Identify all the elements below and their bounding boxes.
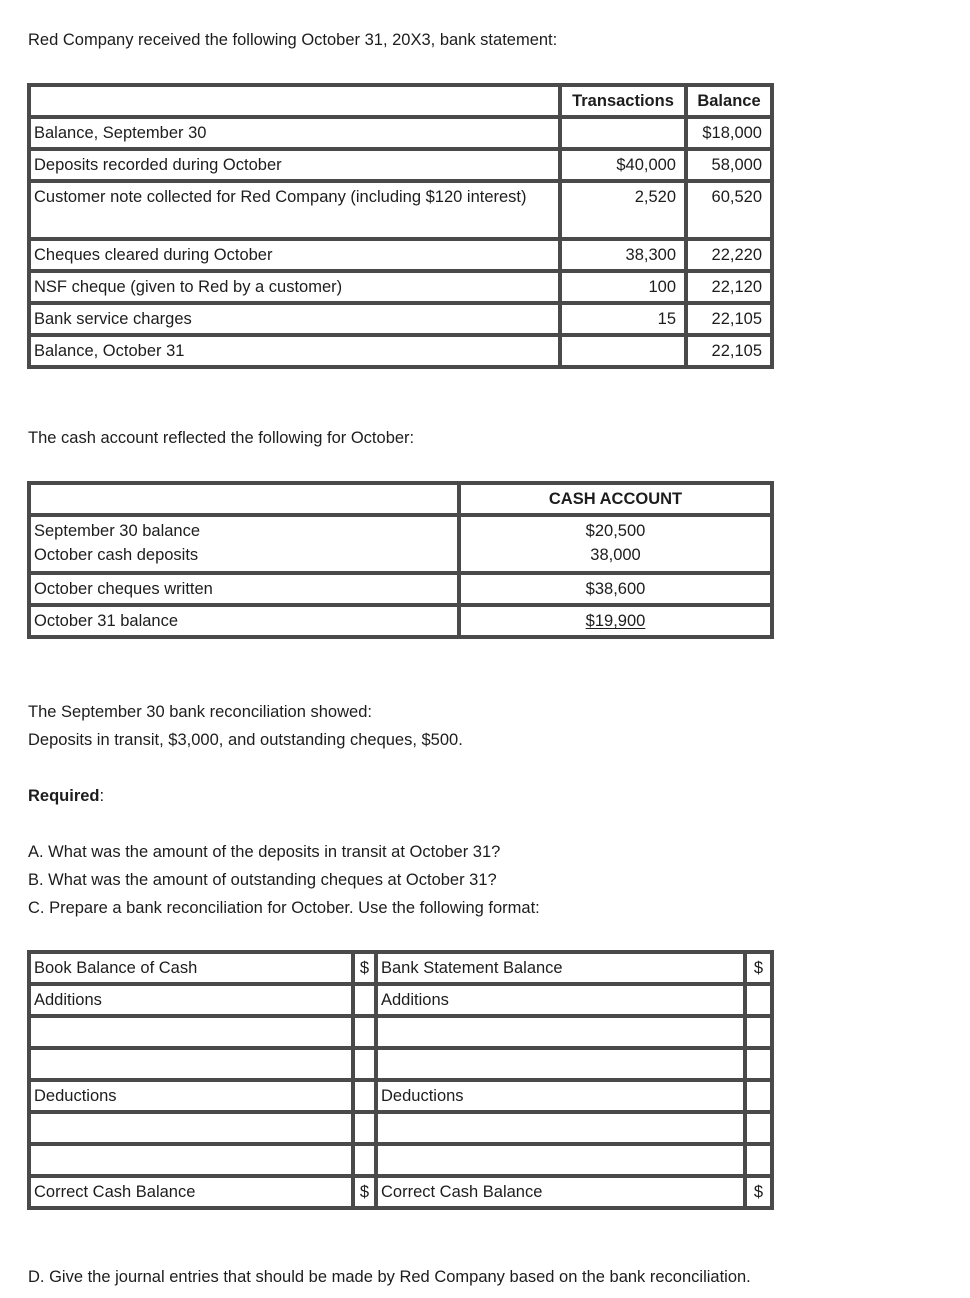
bank-side-currency-symbol xyxy=(745,1016,772,1048)
bank-side-currency-symbol: $ xyxy=(745,952,772,984)
table-row-header xyxy=(29,85,772,117)
bank-side-currency-symbol xyxy=(745,1048,772,1080)
row-value: $38,600 xyxy=(459,573,772,605)
row-transactions: 100 xyxy=(560,271,686,303)
row-description: October 31 balance xyxy=(29,605,459,637)
book-side-currency-symbol xyxy=(353,1016,376,1048)
row-transactions xyxy=(560,335,686,367)
cash-account-table xyxy=(27,481,774,639)
book-side-label[interactable]: Deductions xyxy=(29,1080,353,1112)
table-row xyxy=(29,239,772,271)
table-row xyxy=(29,117,772,149)
bank-side-currency-symbol xyxy=(745,1080,772,1112)
required-item-c: C. Prepare a bank reconciliation for October. Use the following format: xyxy=(28,899,540,917)
row-description-line1: September 30 balance xyxy=(34,522,201,540)
table-row-header xyxy=(29,483,772,515)
row-description: Bank service charges xyxy=(29,303,560,335)
row-transactions: $40,000 xyxy=(560,149,686,181)
table-row[interactable] xyxy=(29,1176,772,1208)
book-side-blank-cell[interactable] xyxy=(29,1112,353,1144)
book-side-currency-symbol xyxy=(353,1048,376,1080)
row-balance: 22,120 xyxy=(686,271,772,303)
bank-side-blank-cell[interactable] xyxy=(376,1144,745,1176)
row-value-total xyxy=(459,605,772,637)
table-row[interactable] xyxy=(29,984,772,1016)
bank-side-currency-symbol xyxy=(745,984,772,1016)
book-side-label[interactable]: Additions xyxy=(29,984,353,1016)
book-side-label[interactable]: Book Balance of Cash xyxy=(29,952,353,984)
bank-side-blank-cell[interactable] xyxy=(376,1016,745,1048)
book-side-currency-symbol xyxy=(353,1112,376,1144)
row-value-total-text: $19,900 xyxy=(585,612,646,630)
header-cell-description xyxy=(29,483,459,515)
row-transactions: 2,520 xyxy=(560,181,686,239)
row-value-group xyxy=(459,515,772,573)
row-balance: 22,220 xyxy=(686,239,772,271)
intro-paragraph: Red Company received the following October 31, 20X3, bank statement: xyxy=(28,31,558,49)
required-item-b: B. What was the amount of outstanding cheques at October 31? xyxy=(28,871,497,889)
book-side-blank-cell[interactable] xyxy=(29,1048,353,1080)
row-value-line1: $20,500 xyxy=(585,522,646,540)
table-row xyxy=(29,605,772,637)
bank-side-currency-symbol xyxy=(745,1112,772,1144)
book-side-currency-symbol: $ xyxy=(353,952,376,984)
row-transactions: 38,300 xyxy=(560,239,686,271)
row-balance: 22,105 xyxy=(686,335,772,367)
book-side-currency-symbol xyxy=(353,984,376,1016)
bank-side-label[interactable]: Additions xyxy=(376,984,745,1016)
table-row xyxy=(29,573,772,605)
table-row[interactable] xyxy=(29,1112,772,1144)
header-cell-description xyxy=(29,85,560,117)
table-row xyxy=(29,181,772,239)
table-row[interactable] xyxy=(29,1016,772,1048)
book-side-blank-cell[interactable] xyxy=(29,1016,353,1048)
bank-side-currency-symbol: $ xyxy=(745,1176,772,1208)
reconciliation-note-line2: Deposits in transit, $3,000, and outstanding cheques, $500. xyxy=(28,731,463,749)
row-description-group xyxy=(29,515,459,573)
row-description: Balance, September 30 xyxy=(29,117,560,149)
book-side-currency-symbol xyxy=(353,1144,376,1176)
header-cell-transactions: Transactions xyxy=(560,85,686,117)
row-value-line2: 38,000 xyxy=(590,546,641,564)
book-side-currency-symbol: $ xyxy=(353,1176,376,1208)
book-side-total-label[interactable]: Correct Cash Balance xyxy=(29,1176,353,1208)
table-row[interactable] xyxy=(29,1080,772,1112)
header-cell-cash-account: CASH ACCOUNT xyxy=(459,483,772,515)
table-row xyxy=(29,149,772,181)
row-balance: $18,000 xyxy=(686,117,772,149)
row-transactions: 15 xyxy=(560,303,686,335)
bank-side-blank-cell[interactable] xyxy=(376,1112,745,1144)
row-description: Deposits recorded during October xyxy=(29,149,560,181)
bank-side-label[interactable]: Deductions xyxy=(376,1080,745,1112)
header-cell-balance: Balance xyxy=(686,85,772,117)
table-row xyxy=(29,515,772,573)
row-description: October cheques written xyxy=(29,573,459,605)
reconciliation-note-line1: The September 30 bank reconciliation showed: xyxy=(28,703,372,721)
required-label: Required xyxy=(28,787,100,805)
book-side-currency-symbol xyxy=(353,1080,376,1112)
table-row[interactable] xyxy=(29,1048,772,1080)
book-side-blank-cell[interactable] xyxy=(29,1144,353,1176)
table-row xyxy=(29,335,772,367)
row-balance: 60,520 xyxy=(686,181,772,239)
bank-side-total-label[interactable]: Correct Cash Balance xyxy=(376,1176,745,1208)
bank-side-blank-cell[interactable] xyxy=(376,1048,745,1080)
cash-account-intro: The cash account reflected the following for October: xyxy=(28,429,415,447)
required-item-a: A. What was the amount of the deposits in transit at October 31? xyxy=(28,843,501,861)
bank-side-currency-symbol xyxy=(745,1144,772,1176)
table-row xyxy=(29,303,772,335)
reconciliation-worksheet-table[interactable] xyxy=(27,950,774,1210)
row-description-line2: October cash deposits xyxy=(34,546,199,564)
table-row[interactable] xyxy=(29,1144,772,1176)
row-balance: 58,000 xyxy=(686,149,772,181)
row-description: NSF cheque (given to Red by a customer) xyxy=(29,271,560,303)
bank-side-label[interactable]: Bank Statement Balance xyxy=(376,952,745,984)
required-colon: : xyxy=(99,787,105,805)
required-heading xyxy=(28,782,104,810)
table-row xyxy=(29,271,772,303)
table-row[interactable] xyxy=(29,952,772,984)
required-item-d: D. Give the journal entries that should be made by Red Company based on the bank reconciliation. xyxy=(28,1268,751,1286)
row-description: Cheques cleared during October xyxy=(29,239,560,271)
row-transactions xyxy=(560,117,686,149)
row-description: Customer note collected for Red Company (including $120 interest) xyxy=(29,181,560,239)
bank-statement-table xyxy=(27,83,774,369)
row-balance: 22,105 xyxy=(686,303,772,335)
row-description: Balance, October 31 xyxy=(29,335,560,367)
